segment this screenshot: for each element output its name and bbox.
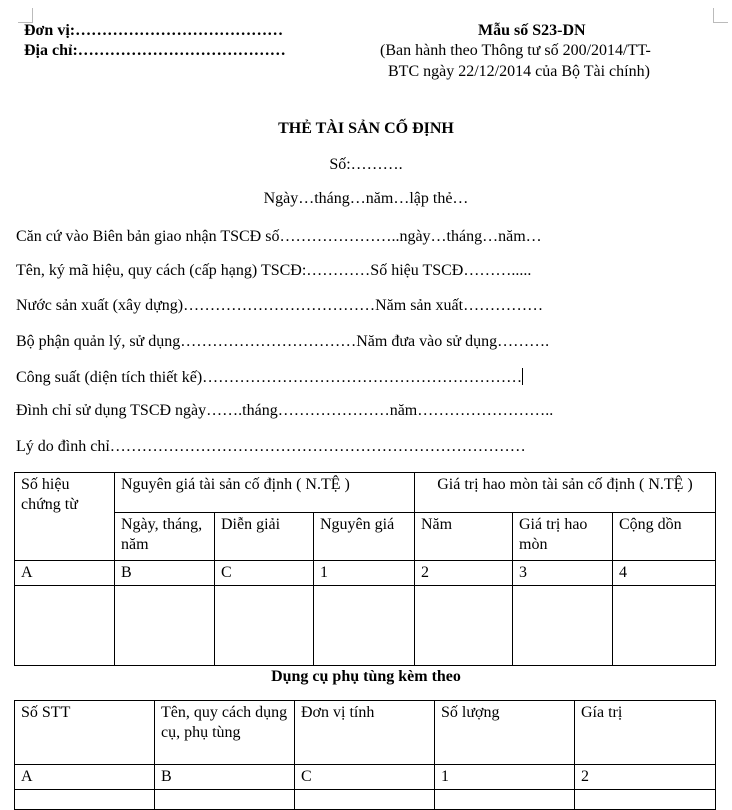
header-index: Số STT <box>15 701 155 765</box>
address-field: Địa chỉ:………………………………… <box>24 42 286 59</box>
subheader-date: Ngày, tháng, năm <box>115 513 215 561</box>
code-cell: C <box>295 765 435 790</box>
issued-line-1: (Ban hành theo Thông tư số 200/2014/TT- <box>380 42 651 59</box>
field-suspension-date: Đình chỉ sử dụng TSCĐ ngày…….tháng…………………năm…………………….. <box>16 402 554 419</box>
field-suspension-reason: Lý do đình chỉ…………………………………………………………………… <box>16 438 526 455</box>
page-corner-mark <box>18 8 33 23</box>
document-title: THẺ TÀI SẢN CỐ ĐỊNH <box>278 120 454 137</box>
field-department: Bộ phận quản lý, sử dụng……………………………Năm đưa vào sử dụng………. <box>16 333 550 350</box>
accessories-table <box>14 700 716 810</box>
issued-line-2: BTC ngày 22/12/2014 của Bộ Tài chính) <box>388 63 650 80</box>
field-capacity: Công suất (diện tích thiết kế)…………………………………………………… <box>16 369 523 386</box>
header-value: Gía trị <box>575 701 716 765</box>
empty-cell <box>513 586 613 666</box>
asset-table <box>14 472 716 666</box>
subheader-depreciation-value: Giá trị hao mòn <box>513 513 613 561</box>
field-capacity-row <box>16 368 523 387</box>
unit-field: Đơn vị:………………………………… <box>24 22 284 39</box>
field-country: Nước sản xuất (xây dựng)………………………………Năm sản xuất…………… <box>16 297 544 314</box>
empty-cell <box>215 586 314 666</box>
code-cell: 4 <box>613 561 716 586</box>
subheader-original-cost: Nguyên giá <box>314 513 415 561</box>
code-cell: A <box>15 765 155 790</box>
code-cell: B <box>155 765 295 790</box>
empty-cell <box>15 586 115 666</box>
header-depreciation: Giá trị hao mòn tài sản cố định ( N.TỆ ) <box>415 473 716 513</box>
field-asset-name: Tên, ký mã hiệu, quy cách (cấp hạng) TSCĐ:…………Số hiệu TSCĐ………..... <box>16 262 532 279</box>
page-corner-mark <box>713 8 728 23</box>
subheader-year: Năm <box>415 513 513 561</box>
header-voucher: Số hiệu chứng từ <box>15 473 115 561</box>
card-number: Số:………. <box>329 156 403 173</box>
header-unit: Đơn vị tính <box>295 701 435 765</box>
subheader-description: Diễn giải <box>215 513 314 561</box>
header-quantity: Số lượng <box>435 701 575 765</box>
empty-cell <box>115 586 215 666</box>
code-cell: A <box>15 561 115 586</box>
empty-cell <box>613 586 716 666</box>
header-original-cost: Nguyên giá tài sản cố định ( N.TỆ ) <box>115 473 415 513</box>
subheader-cumulative: Cộng dồn <box>613 513 716 561</box>
empty-cell <box>415 586 513 666</box>
code-cell: C <box>215 561 314 586</box>
code-cell: 1 <box>435 765 575 790</box>
field-handover-record: Căn cứ vào Biên bản giao nhận TSCĐ số…………………..ngày…tháng…năm… <box>16 228 542 245</box>
accessories-title: Dụng cụ phụ tùng kèm theo <box>271 668 461 685</box>
code-cell: B <box>115 561 215 586</box>
card-date: Ngày…tháng…năm…lập thẻ… <box>263 190 469 207</box>
text-cursor <box>522 368 523 385</box>
code-cell: 2 <box>415 561 513 586</box>
code-cell: 2 <box>575 765 716 790</box>
empty-cell <box>314 586 415 666</box>
form-code: Mẫu số S23-DN <box>478 22 586 39</box>
code-cell: 1 <box>314 561 415 586</box>
header-item-name: Tên, quy cách dụng cụ, phụ tùng <box>155 701 295 765</box>
code-cell: 3 <box>513 561 613 586</box>
